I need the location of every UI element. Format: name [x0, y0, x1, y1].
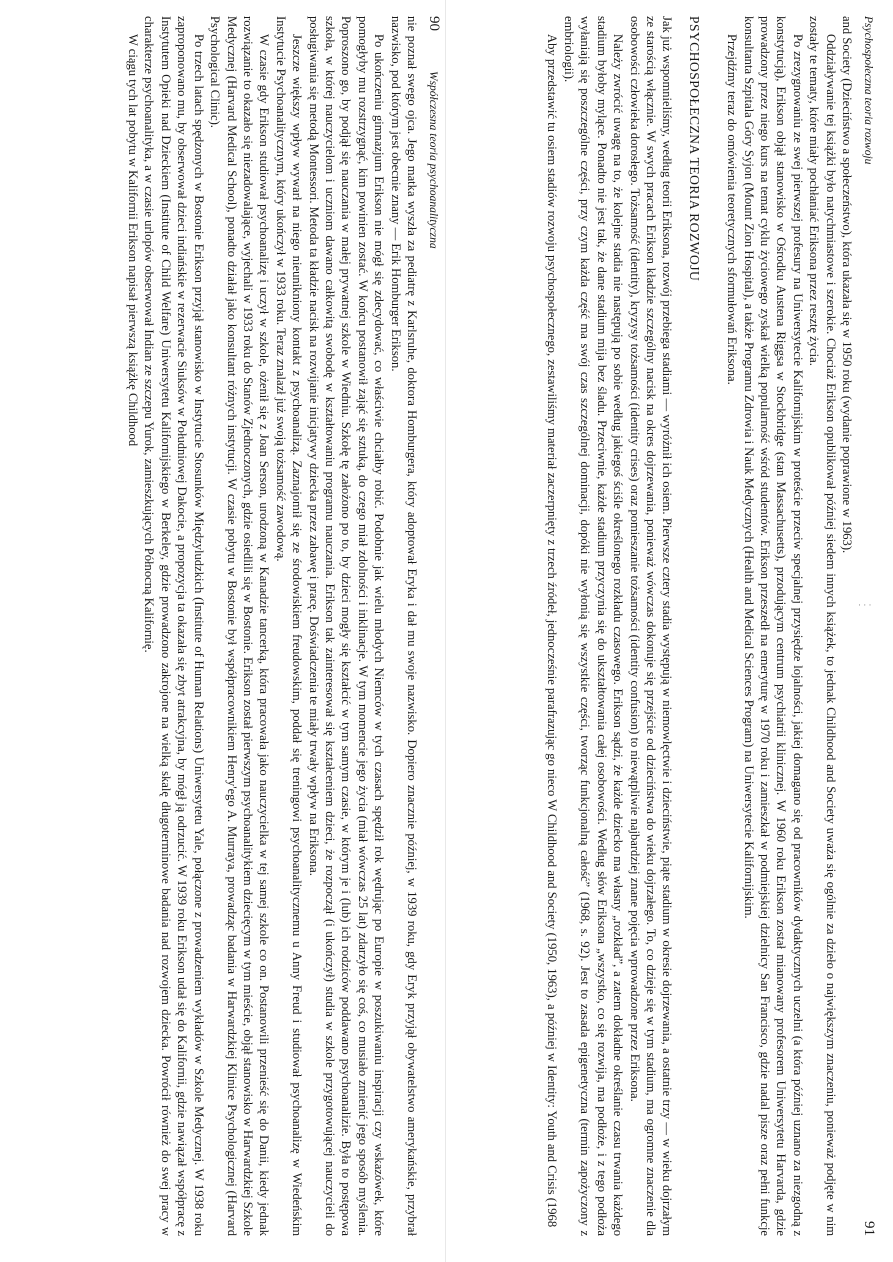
paragraph: nie poznał swego ojca. Jego matka wyszła za pediatrę z Karlsruhe, doktora Homburgera, który adoptował Eryka i dał mu swoje nazwisko. Dopiero znacznie później, w 1939 roku, gdy Eryk przyjął obywatelstwo amerykańskie, przybrał nazwisko, pod którym jest obecnie znany — Erik Homburger Erikson.	[388, 16, 419, 1236]
paragraph: Oddziaływanie tej książki było natychmiastowe i szerokie. Chociaż Erikson opublikował później siedem innych książek, to jednak Childhood and Society uważa się ogólnie za dzieło o największym znaczeniu, ponieważ podjęte w nim zostały te tematy, które miały pochłaniać Eriksona przez resztę życia.	[807, 16, 838, 1236]
paragraph: Należy zwrócić uwagę na to, że kolejne stadia nie następują po sobie według jakiegoś ściśle określonego rozkładu czasowego. Erikson sądzi, że każde dziecko ma własny „rozkład”, a zatem dokładne określanie czasu trwania każdego stadium byłoby mylące. Ponadto nie jest tak, że dane stadium mija bez śladu. Przeciwnie, każde stadium przyczynia się do ukształtowania całej osobowości. Według słów Eriksona „wszystko, co się rozwija, ma podłoże, i z tego podłoża wyłaniają się poszczególne części, przy czym każda część ma swój czas szczególnej dominacji, dopóki nie wyłonią się wszystkie części, tworząc funkcjonalną całość” (1968, s. 92). Jest to zasada epigenetyczna (termin zapożyczony z embriologii).	[561, 16, 626, 1236]
right-running-title: Psychospołeczna teoria rozwoju	[862, 16, 874, 165]
right-page-number: 91	[861, 1221, 877, 1236]
paragraph: Aby przedstawić tu osiem stadiów rozwoju psychospołecznego, zestawiliśmy materiał zaczerpnięty z trzech źródeł, jednocześnie parafrazując go nieco W Childhood and Society (1950, 1963), a później w Identity: Youth and Crisis (1968	[545, 34, 560, 1228]
right-body-text	[544, 16, 855, 1236]
paragraph: W ciągu tych lat pobytu w Kalifornii Erikson napisał pierwszą książkę Childhood	[126, 34, 141, 447]
paragraph: and Society (Dzieciństwo a społeczeństwo), która ukazała się w 1950 roku (wydanie poprawione w 1963).	[840, 16, 854, 554]
right-running-head	[861, 16, 877, 1236]
right-page	[447, 0, 893, 1262]
left-running-head	[426, 16, 442, 1236]
paragraph: Po trzech latach spędzonych w Bostonie Erikson przyjął stanowisko w Instytucie Stosunków Międzyludzkich (Institute of Human Relations) Uniwersytetu Yale, połączone z prowadzeniem wykładów w Szkole Medycznej. W 1938 roku zaproponowano mu, by obserwował dzieci indiańskie w rezerwacie Siuksów w Południowej Dakocie, a propozycja ta okazała się zbyt atrakcyjna, by mógł ją odrzucić. W 1939 roku Erikson udał się do Kalifornii, gdzie nawiązał współpracę z Instytutem Opieki nad Dzieckiem (Institute of Child Welfare) Uniwersytetu Kalifornijskiego w Berkeley, gdzie prowadzono zakrojone na wielką skalę długoterminowe badania nad rozwojem dziecka. Powrócił również do swej pracy w charakterze psychoanalityka, a w czasie urlopów obserwował Indian ze szczepu Yurok, zamieszkujących Północną Kalifornię.	[142, 16, 206, 1236]
left-page-text-frame	[12, 16, 442, 1236]
right-page-text-frame	[447, 16, 877, 1236]
paragraph: Po zrezygnowaniu ze swej pierwszej profesury na Uniwersytecie Kalifornijskim w proteście przeciw specjalnej przysiędze lojalności, jakiej domagano się od pracowników dydaktycznych uczelni (a która później uznano za niezgodną z konstytucją), Erikson objął stanowisko w Ośrodku Austena Riggsa w Stockbridge (stan Massachusetts), przodującym centrum psychiatrii klinicznej. W 1960 roku Erikson został mianowany profesorem Uniwersytetu Harvarda, gdzie prowadzony przez niego kurs na temat cyklu życiowego zyskał wielką popularność wśród studentów. Erikson przeszedł na emeryturę w 1970 roku i zamieszkał w podmiejskiej dzielnicy San Francisco, gdzie nadal pisze oraz pełni funkcje konsultanta Szpitala Góry Syjon (Mount Zion Hospital), a także Programu Zdrowia i Nauk Medycznych (Health and Medical Sciences Program) na Uniwersytecie Kalifornijskim.	[741, 16, 805, 1236]
paragraph: Jeszcze większy wpływ wywarł na niego nieunikniony kontakt z psychoanalizą. Zaznajomił się ze środowiskiem freudowskim, poddał się treningowi psychoanalitycznemu u Anny Freud i studiował psychoanalizę w Wiedeńskim Instytucie Psychoanalitycznym, który ukończył w 1933 roku. Teraz znalazł już swoją tożsamość zawodową.	[273, 16, 305, 1236]
paragraph: W czasie gdy Erikson studiował psychoanalizę i uczył w szkole, ożenił się z Joan Serson, urodzoną w Kanadzie tancerką, która pracowała jako nauczycielka w tej samej szkole co on. Postanowili przenieść się do Danii, kiedy jednak rozwiązanie to okazało się niezadowalające, wyjechali w 1933 roku do Stanów Zjednoczonych, gdzie osiedlili się w Bostonie. Erikson został pierwszym psychoanalitykiem dziecięcym w tym mieście, objął stanowisko w Harwardzkiej Szkole Medycznej (Harvard Medical School), ponadto działał jako konsultant różnych instytucji. W czasie pobytu w Bostonie był współpracownikiem Henry'ego A. Murraya, prowadząc badania w Harwardzkiej Klinice Psychologicznej (Harvard Psychological Clinic).	[208, 16, 272, 1236]
left-running-title: Współczesna teoria psychoanalityczna	[427, 71, 439, 249]
left-page	[0, 0, 446, 1262]
section-heading: PSYCHOSPOŁECZNA TEORIA ROZWOJU	[686, 16, 702, 282]
left-body-text	[125, 16, 420, 1236]
left-page-number: 90	[426, 16, 442, 31]
scan-speck: · · ·	[858, 600, 872, 610]
paragraph: Po ukończeniu gimnazjum Erikson nie mógł się zdecydować, co właściwie chciałby robić. Podobnie jak wielu młodych Niemców w tych czasach spędził rok wędrując po Europie w poszukiwaniu inspiracji czy wskazówek, które pomogłyby mu rozstrzygnąć, kim powinien zostać. W końcu postanowił zająć się sztuką, do czego miał zdolności i inklinacje. W tym momencie jego życia (miał wówczas 25 lat) zdarzyło się coś, co musiało zmienić jego sposób myślenia. Poproszono go, by podjął się nauczania w małej prywatnej szkole w Wiedniu. Szkołę tę założono po to, by dzieci mogły się kształcić w tym samym czasie, w którym je i (lub) ich rodziców poddawano psychoanalizie. Była to postępowa szkoła, w której nauczycielom i uczniom dawano całkowitą swobodę w kształtowaniu programu nauczania. Erikson tak zainteresował się kształceniem dzieci, że rozpoczął (i ukończył) studia w szkole przygotowującej nauczycieli do posługiwania się metodą Montessori. Metoda ta kładzie nacisk na rozwijanie inicjatywy dziecka przez zabawę i pracę. Doświadczenia te miały trwały wpływ na Eriksona.	[306, 16, 387, 1236]
paragraph: Przejdźmy teraz do omówienia teoretycznych sformułowań Eriksona.	[725, 34, 740, 385]
paragraph: Jak już wspomnieliśmy, według teorii Eriksona, rozwój przebiega stadiami — wyróżnił ich osiem. Pierwsze cztery stadia występują w niemowlęctwie i dzieciństwie, piąte stadium w okresie dojrzewania, a ostatnie trzy — w wieku dojrzałym ze starością włącznie. W swych pracach Erikson kładzie szczególny nacisk na okres dojrzewania, ponieważ wówczas dokonuje się przejście od dzieciństwa do wieku dojrzałego. To, co dzieje się w tym stadium, ma ogromne znaczenie dla osobowości człowieka dorosłego. Tożsamość (identity), kryzysy tożsamości (identity crises) oraz pomieszanie tożsamości (identity confusion) to niewątpliwie najbardziej znane pojęcia wprowadzone przez Eriksona.	[627, 16, 675, 1236]
